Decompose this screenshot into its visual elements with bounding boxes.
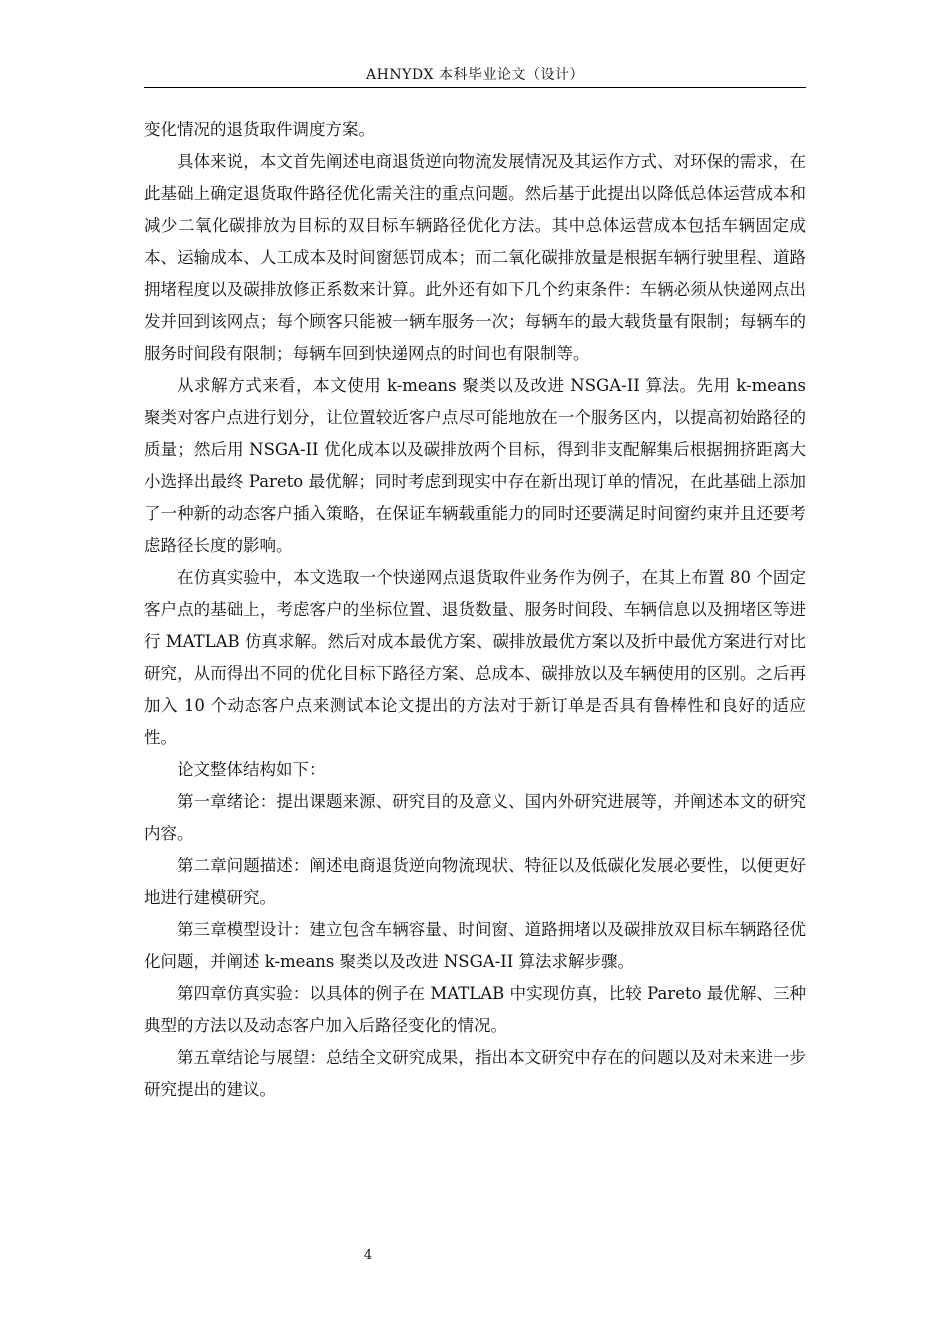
paragraph-simulation: 在仿真实验中，本文选取一个快递网点退货取件业务作为例子，在其上布置 80 个固定客户点的基础上，考虑客户的坐标位置、退货数量、服务时间段、车辆信息以及拥堵区等进行 MATLAB 仿真求解。然后对成本最优方案、碳排放最优方案以及折中最优方案进行对比研究，从而得出不同的优化目标下路径方案、总成本、碳排放以及车辆使用的区别。之后再加入 10 个动态客户点来测试本论文提出的方法对于新订单是否具有鲁棒性和良好的适应性。 (144, 568, 806, 747)
paragraph-chapter-3: 第三章模型设计：建立包含车辆容量、时间窗、道路拥堵以及碳排放双目标车辆路径优化问题，并阐述 k-means 聚类以及改进 NSGA-II 算法求解步骤。 (144, 920, 806, 971)
paragraph-structure-intro: 论文整体结构如下： (177, 760, 326, 779)
body-text (144, 114, 806, 1106)
paragraph-chapter-2: 第二章问题描述：阐述电商退货逆向物流现状、特征以及低碳化发展必要性，以便更好地进行建模研究。 (144, 856, 806, 907)
paragraph-overview: 具体来说，本文首先阐述电商退货逆向物流发展情况及其运作方式、对环保的需求，在此基础上确定退货取件路径优化需关注的重点问题。然后基于此提出以降低总体运营成本和减少二氧化碳排放为目标的双目标车辆路径优化方法。其中总体运营成本包括车辆固定成本、运输成本、人工成本及时间窗惩罚成本；而二氧化碳排放量是根据车辆行驶里程、道路拥堵程度以及碳排放修正系数来计算。此外还有如下几个约束条件：车辆必须从快递网点出发并回到该网点；每个顾客只能被一辆车服务一次；每辆车的最大载货量有限制；每辆车的服务时间段有限制；每辆车回到快递网点的时间也有限制等。 (144, 152, 806, 363)
paragraph-chapter-1: 第一章绪论：提出课题来源、研究目的及意义、国内外研究进展等，并阐述本文的研究内容。 (144, 792, 806, 843)
paragraph-method: 从求解方式来看，本文使用 k-means 聚类以及改进 NSGA-II 算法。先用 k-means 聚类对客户点进行划分，让位置较近客户点尽可能地放在一个服务区内，以提高初始路径的质量；然后用 NSGA-II 优化成本以及碳排放两个目标，得到非支配解集后根据拥挤距离大小选择出最终 Pareto 最优解；同时考虑到现实中存在新出现订单的情况，在此基础上添加了一种新的动态客户插入策略，在保证车辆载重能力的同时还要满足时间窗约束并且还要考虑路径长度的影响。 (144, 376, 806, 555)
paragraph-continuation: 变化情况的退货取件调度方案。 (144, 120, 375, 139)
page-number: 4 (363, 1248, 373, 1263)
header-rule (144, 87, 806, 88)
running-header: AHNYDX 本科毕业论文（设计） (366, 67, 584, 83)
paragraph-chapter-4: 第四章仿真实验：以具体的例子在 MATLAB 中实现仿真，比较 Pareto 最优解、三种典型的方法以及动态客户加入后路径变化的情况。 (144, 984, 806, 1035)
paragraph-chapter-5: 第五章结论与展望：总结全文研究成果，指出本文研究中存在的问题以及对未来进一步研究提出的建议。 (144, 1048, 806, 1099)
